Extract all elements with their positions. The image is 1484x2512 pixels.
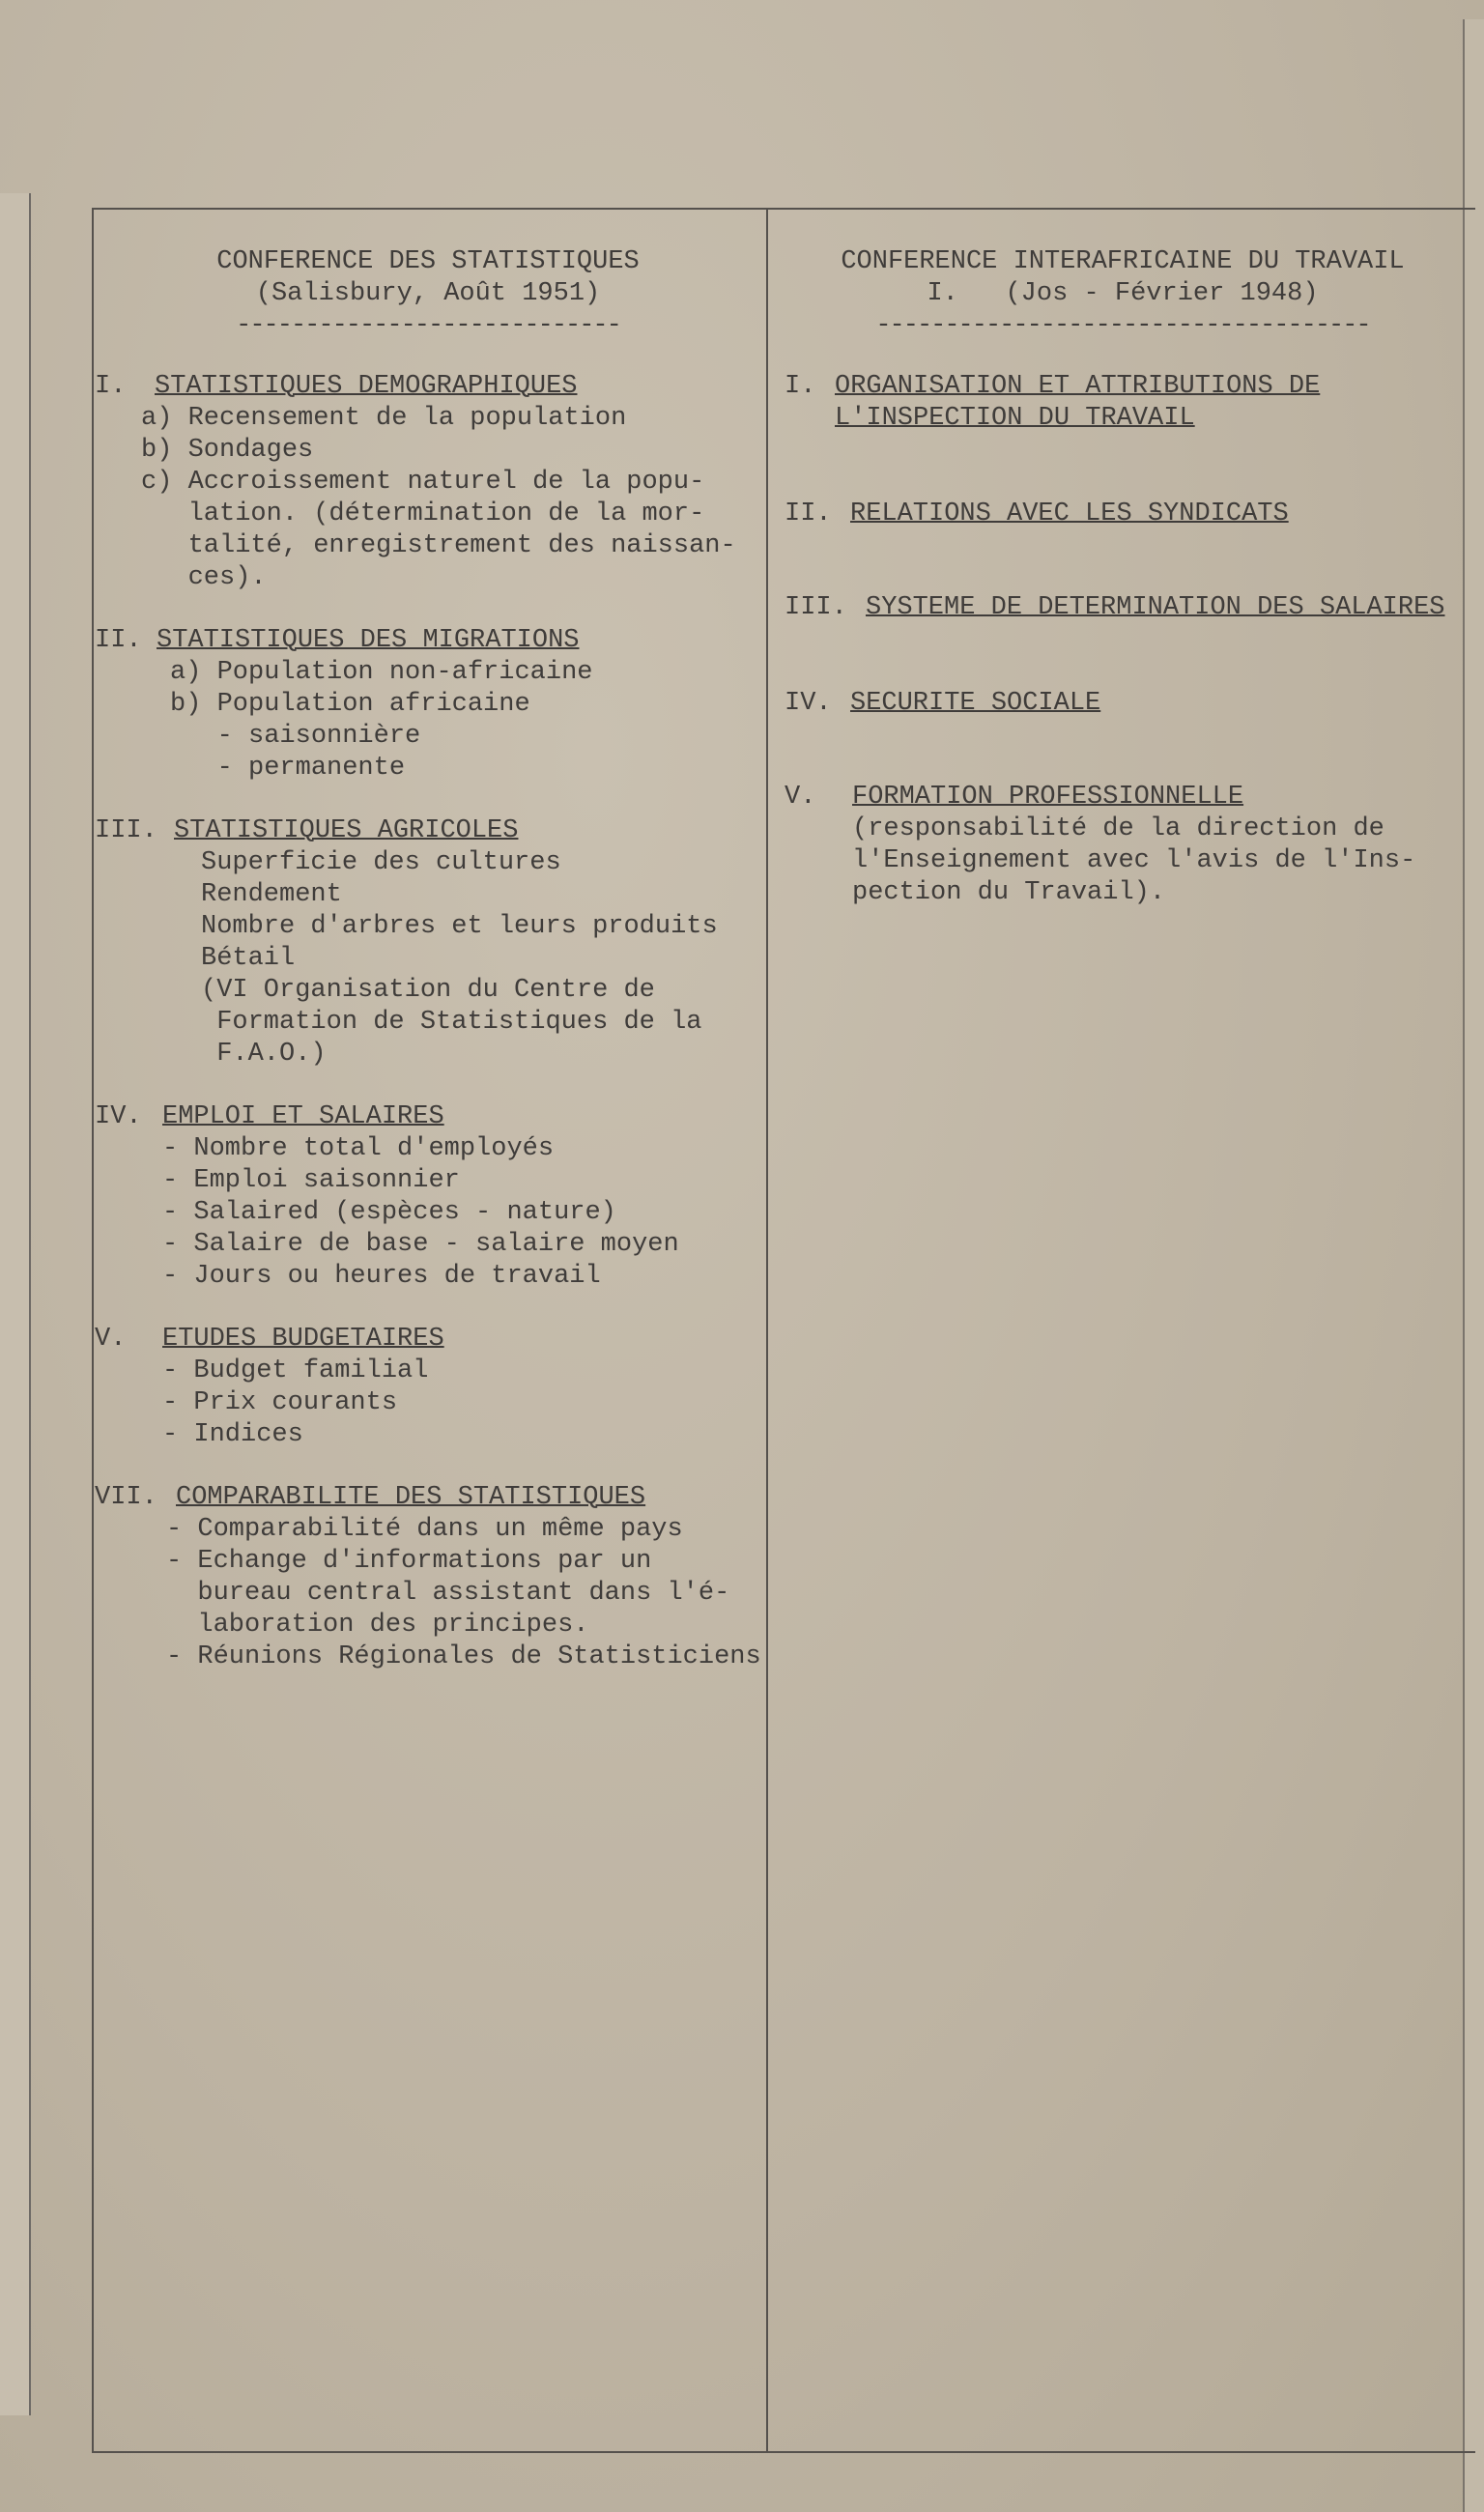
right-section-2 <box>785 499 1461 530</box>
section-heading <box>95 1101 761 1133</box>
left-page-edge <box>0 193 31 2415</box>
section-number: I. <box>785 372 816 401</box>
list-item: - Budget familial <box>162 1356 429 1385</box>
right-section-3 <box>785 592 1461 624</box>
list-item: (responsabilité de la direction de <box>852 814 1384 843</box>
section-heading <box>785 371 1461 403</box>
right-header-title: CONFERENCE INTERAFRICAINE DU TRAVAIL <box>841 247 1405 276</box>
left-header <box>95 246 761 342</box>
section-heading <box>785 688 1461 720</box>
section-title: RELATIONS AVEC LES SYNDICATS <box>850 500 1289 528</box>
list-item: laboration des principes. <box>166 1611 589 1640</box>
section-number: VII. <box>95 1483 157 1512</box>
list-item: - permanente <box>170 754 406 783</box>
list-item: Formation de Statistiques de la <box>201 1008 702 1037</box>
section-heading <box>95 1324 761 1356</box>
right-section-4 <box>785 688 1461 720</box>
list-item: Bétail <box>201 944 296 973</box>
list-item: l'Enseignement avec l'avis de l'Ins- <box>852 846 1416 875</box>
section-title: SYSTEME DE DETERMINATION DES SALAIRES <box>866 593 1445 622</box>
left-section-5 <box>95 1324 761 1451</box>
section-heading <box>95 371 761 403</box>
left-section-1 <box>95 371 761 594</box>
list-item: bureau central assistant dans l'é- <box>166 1579 730 1608</box>
list-item: talité, enregistrement des naissan- <box>141 531 736 560</box>
right-header-subtitle: I. (Jos - Février 1948) <box>927 279 1319 308</box>
left-column <box>95 246 761 1673</box>
section-heading <box>95 1482 761 1514</box>
right-column <box>785 246 1461 909</box>
right-header-rule: ------------------------------------ <box>875 311 1370 340</box>
left-section-4 <box>95 1101 761 1293</box>
right-section-5 <box>785 782 1461 909</box>
left-header-rule: ---------------------------- <box>236 311 620 340</box>
section-heading <box>785 592 1461 624</box>
list-item: - Salaire de base - salaire moyen <box>162 1230 679 1259</box>
section-title: STATISTIQUES DES MIGRATIONS <box>157 626 580 655</box>
column-divider <box>766 208 768 2451</box>
list-item: b) Population africaine <box>170 690 530 719</box>
left-header-title: CONFERENCE DES STATISTIQUES <box>216 247 640 276</box>
left-section-3 <box>95 815 761 1070</box>
section-number: III. <box>785 593 847 622</box>
list-item: b) Sondages <box>141 436 314 465</box>
section-title: FORMATION PROFESSIONNELLE <box>852 783 1244 812</box>
section-title-continued: L'INSPECTION DU TRAVAIL <box>835 404 1195 433</box>
section-number: II. <box>95 626 142 655</box>
list-item: - saisonnière <box>170 722 421 751</box>
section-heading <box>95 815 761 847</box>
list-item: a) Recensement de la population <box>141 404 627 433</box>
list-item: (VI Organisation du Centre de <box>201 976 655 1005</box>
section-number: V. <box>785 783 816 812</box>
list-item: ces). <box>141 563 267 592</box>
section-heading <box>785 782 1461 814</box>
section-number: IV. <box>785 689 832 718</box>
list-item: pection du Travail). <box>852 878 1166 907</box>
section-title: SECURITE SOCIALE <box>850 689 1101 718</box>
list-item: - Comparabilité dans un même pays <box>166 1515 683 1544</box>
list-item: lation. (détermination de la mor- <box>141 500 705 528</box>
left-header-subtitle: (Salisbury, Août 1951) <box>255 279 601 308</box>
left-section-2 <box>95 625 761 785</box>
list-item: - Emploi saisonnier <box>162 1166 460 1195</box>
list-item: - Jours ou heures de travail <box>162 1262 601 1291</box>
section-title: STATISTIQUES DEMOGRAPHIQUES <box>155 372 578 401</box>
section-title: ORGANISATION ET ATTRIBUTIONS DE <box>835 372 1321 401</box>
section-heading <box>785 499 1461 530</box>
section-heading <box>95 625 761 657</box>
list-item: Nombre d'arbres et leurs produits <box>201 912 718 941</box>
section-number: I. <box>95 372 127 401</box>
list-item: - Echange d'informations par un <box>166 1547 652 1576</box>
right-section-1 <box>785 371 1461 435</box>
section-title: STATISTIQUES AGRICOLES <box>174 816 519 845</box>
list-item: - Salaired (espèces - nature) <box>162 1198 616 1227</box>
list-item: Rendement <box>201 880 342 909</box>
section-title: COMPARABILITE DES STATISTIQUES <box>176 1483 646 1512</box>
right-header <box>785 246 1461 342</box>
section-number: II. <box>785 500 832 528</box>
list-item: - Prix courants <box>162 1388 398 1417</box>
section-number: V. <box>95 1325 127 1354</box>
section-title: EMPLOI ET SALAIRES <box>162 1102 444 1131</box>
list-item: a) Population non-africaine <box>170 658 593 687</box>
left-section-7 <box>95 1482 761 1673</box>
list-item: Superficie des cultures <box>201 848 561 877</box>
list-item: F.A.O.) <box>201 1040 327 1069</box>
section-number: III. <box>95 816 157 845</box>
list-item: c) Accroissement naturel de la popu- <box>141 468 705 497</box>
list-item: - Réunions Régionales de Statisticiens <box>166 1642 761 1671</box>
section-title: ETUDES BUDGETAIRES <box>162 1325 444 1354</box>
list-item: - Nombre total d'employés <box>162 1134 555 1163</box>
section-number: IV. <box>95 1102 142 1131</box>
list-item: - Indices <box>162 1420 303 1449</box>
